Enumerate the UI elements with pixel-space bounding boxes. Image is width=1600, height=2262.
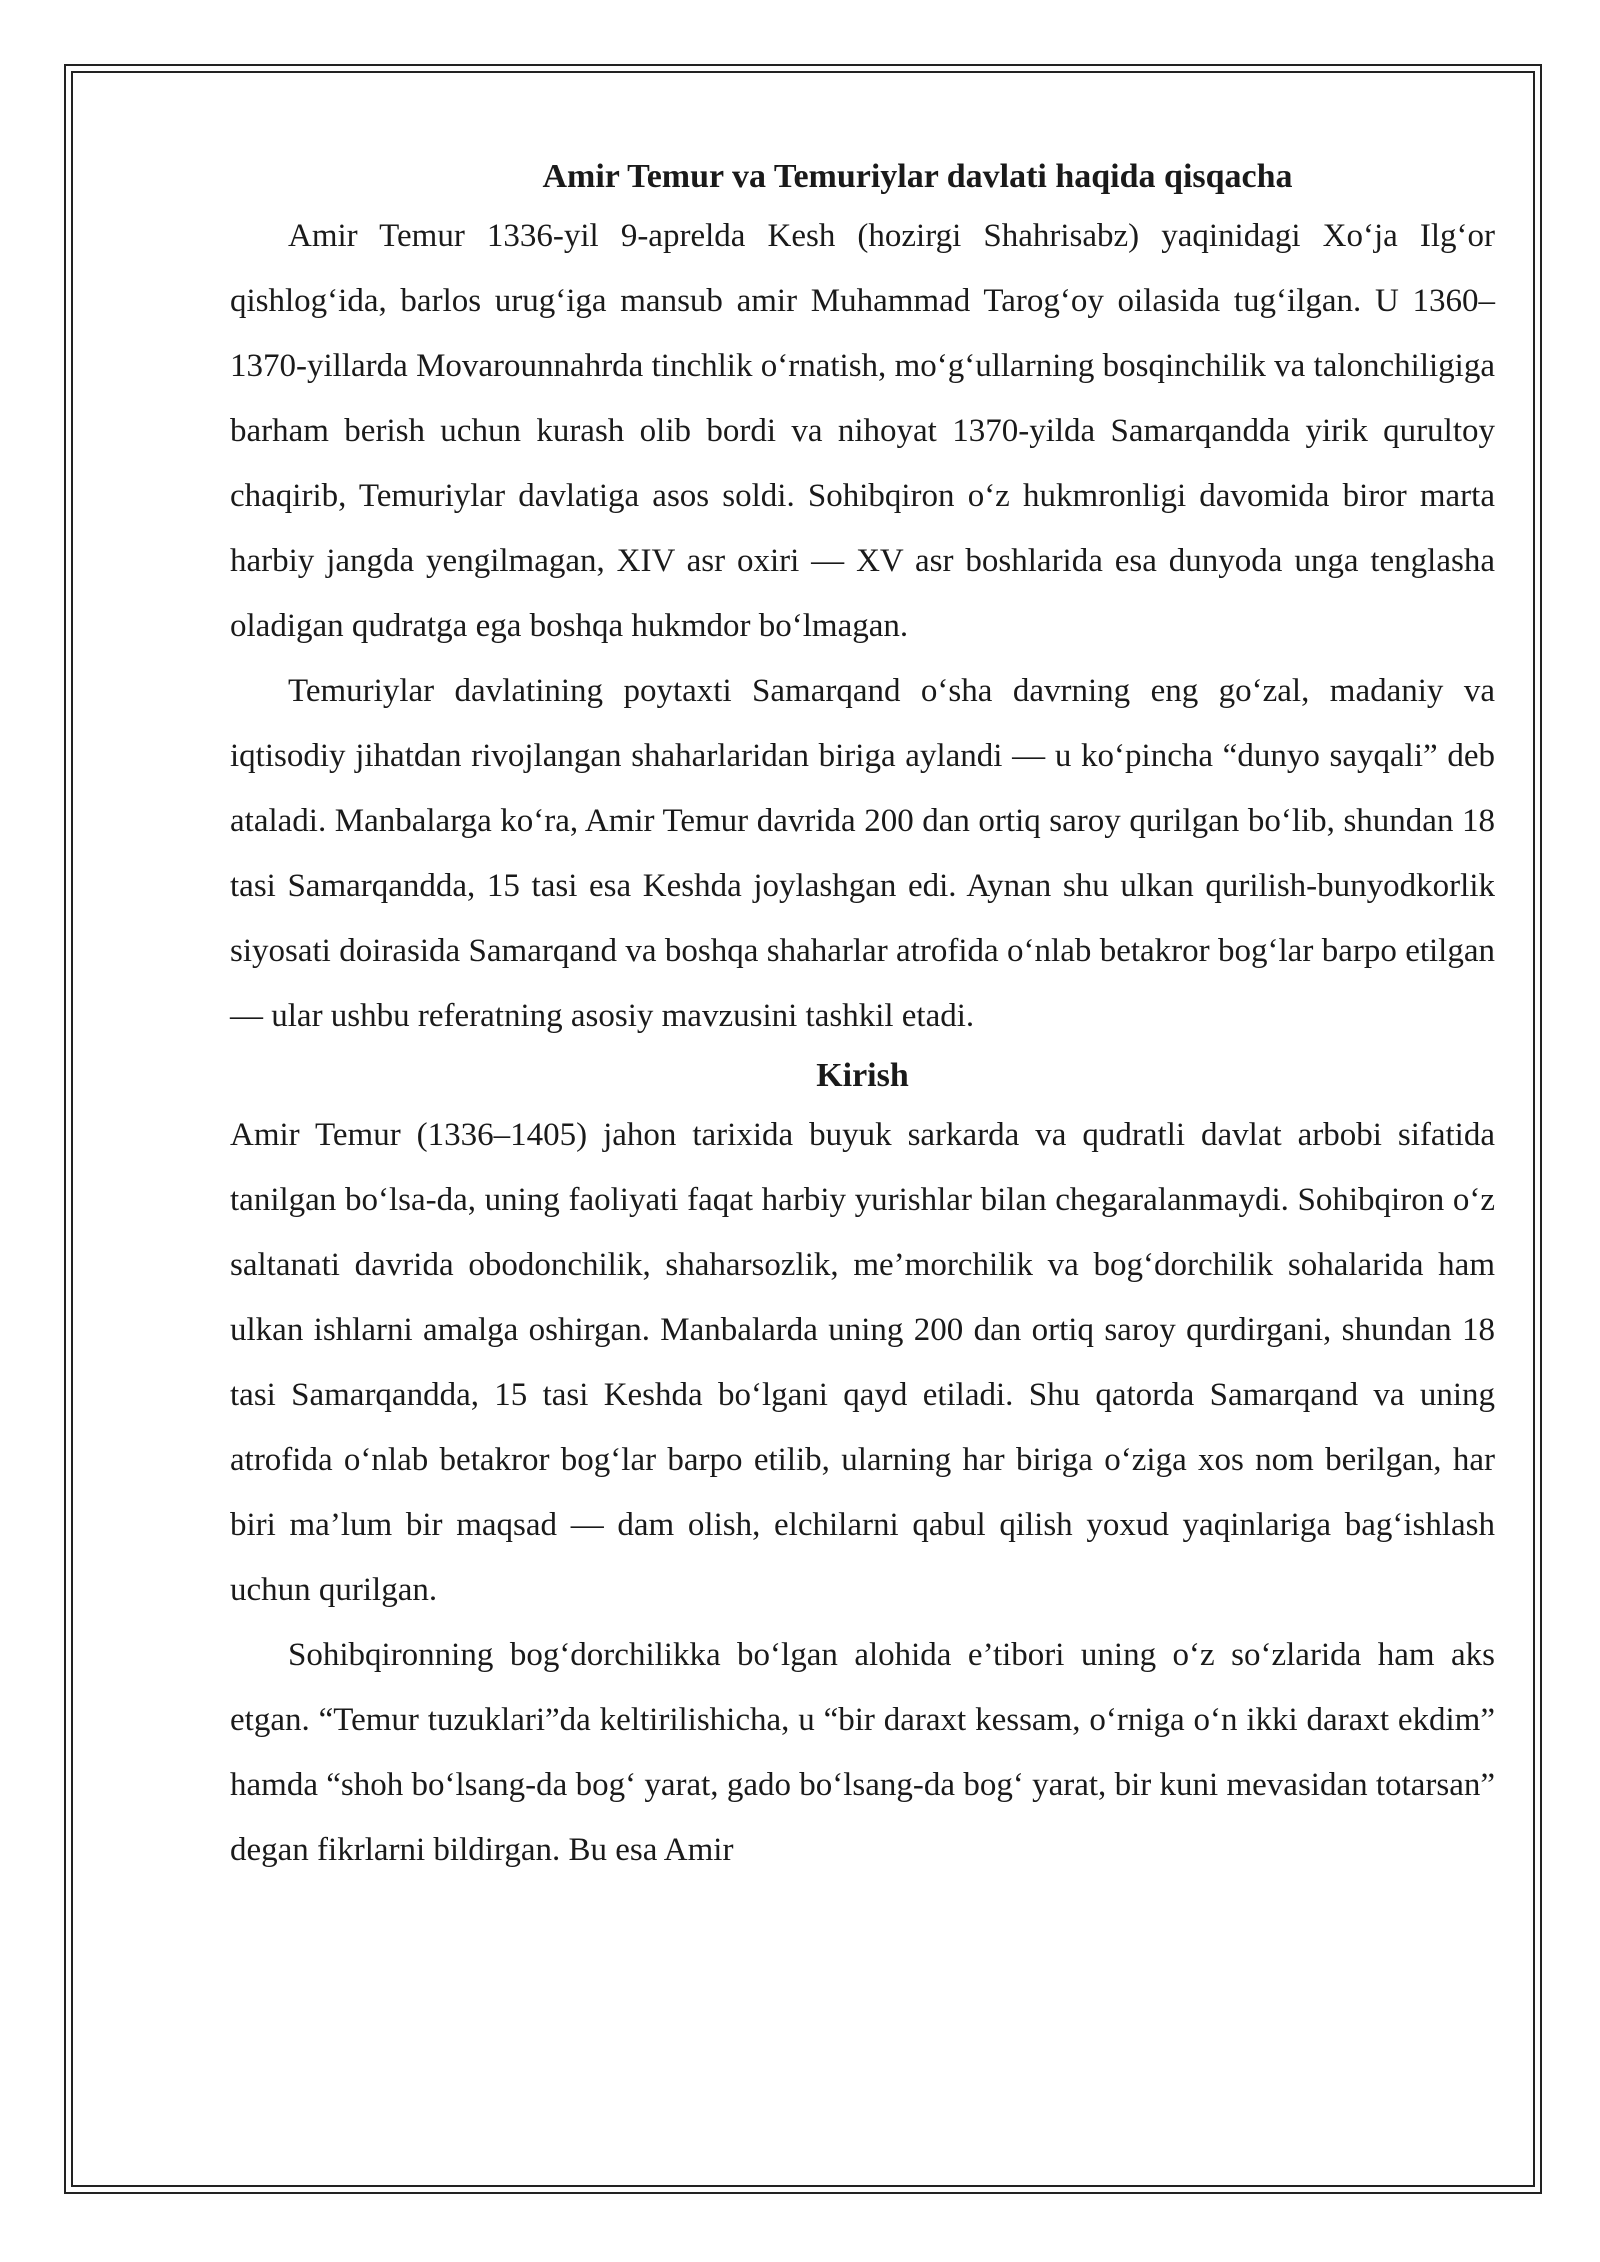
document-title: Amir Temur va Temuriylar davlati haqida qisqacha: [542, 158, 1293, 195]
document-body: [230, 150, 1495, 1883]
kirish-paragraph-1: Amir Temur (1336–1405) jahon tarixida buyuk sarkarda va qudratli davlat arbobi sifatida tanilgan bo‘lsa-da, uning faoliyati faqat harbiy yurishlar bilan chegaralanmaydi. Sohibqiron o‘z saltanati davrida obodonchilik, shaharsozlik, me’morchilik va bog‘dorchilik sohalarida ham ulkan ishlarni amalga oshirgan. Manbalarda uning 200 dan ortiq saroy qurdirgani, shundan 18 tasi Samarqandda, 15 tasi Keshda bo‘lgani qayd etiladi. Shu qatorda Samarqand va uning atrofida o‘nlab betakror bog‘lar barpo etilib, ularning har biriga o‘ziga xos nom berilgan, har biri ma’lum bir maqsad — dam olish, elchilarni qabul qilish yoxud yaqinlariga bag‘ishlash uchun qurilgan.: [230, 1117, 1495, 1608]
intro-paragraph-2: Temuriylar davlatining poytaxti Samarqand o‘sha davrning eng go‘zal, madaniy va iqtisodiy jihatdan rivojlangan shaharlaridan biriga aylandi — u ko‘pincha “dunyo sayqali” deb ataladi. Manbalarga ko‘ra, Amir Temur davrida 200 dan ortiq saroy qurilgan bo‘lib, shundan 18 tasi Samarqandda, 15 tasi esa Keshda joylashgan edi. Aynan shu ulkan qurilish-bunyodkorlik siyosati doirasida Samarqand va boshqa shaharlar atrofida o‘nlab betakror bog‘lar barpo etilgan — ular ushbu referatning asosiy mavzusini tashkil etadi.: [230, 673, 1495, 1034]
kirish-paragraph-2: Sohibqironning bog‘dorchilikka bo‘lgan alohida e’tibori uning o‘z so‘zlarida ham aks etgan. “Temur tuzuklari”da keltirilishicha, u “bir daraxt kessam, o‘rniga o‘n ikki daraxt ekdim” hamda “shoh bo‘lsang-da bog‘ yarat, gado bo‘lsang-da bog‘ yarat, bir kuni mevasidan totarsan” degan fikrlarni bildirgan. Bu esa Amir: [230, 1637, 1495, 1868]
section-heading-kirish: Kirish: [816, 1057, 909, 1094]
intro-paragraph-1: Amir Temur 1336-yil 9-aprelda Kesh (hozirgi Shahrisabz) yaqinidagi Xo‘ja Ilg‘or qishlog‘ida, barlos urug‘iga mansub amir Muhammad Tarog‘oy oilasida tug‘ilgan. U 1360–1370-yillarda Movarounnahrda tinchlik o‘rnatish, mo‘g‘ullarning bosqinchilik va talonchiligiga barham berish uchun kurash olib bordi va nihoyat 1370-yilda Samarqandda yirik qurultoy chaqirib, Temuriylar davlatiga asos soldi. Sohibqiron o‘z hukmronligi davomida biror marta harbiy jangda yengilmagan, XIV asr oxiri — XV asr boshlarida esa dunyoda unga tenglasha oladigan qudratga ega boshqa hukmdor bo‘lmagan.: [230, 218, 1495, 644]
